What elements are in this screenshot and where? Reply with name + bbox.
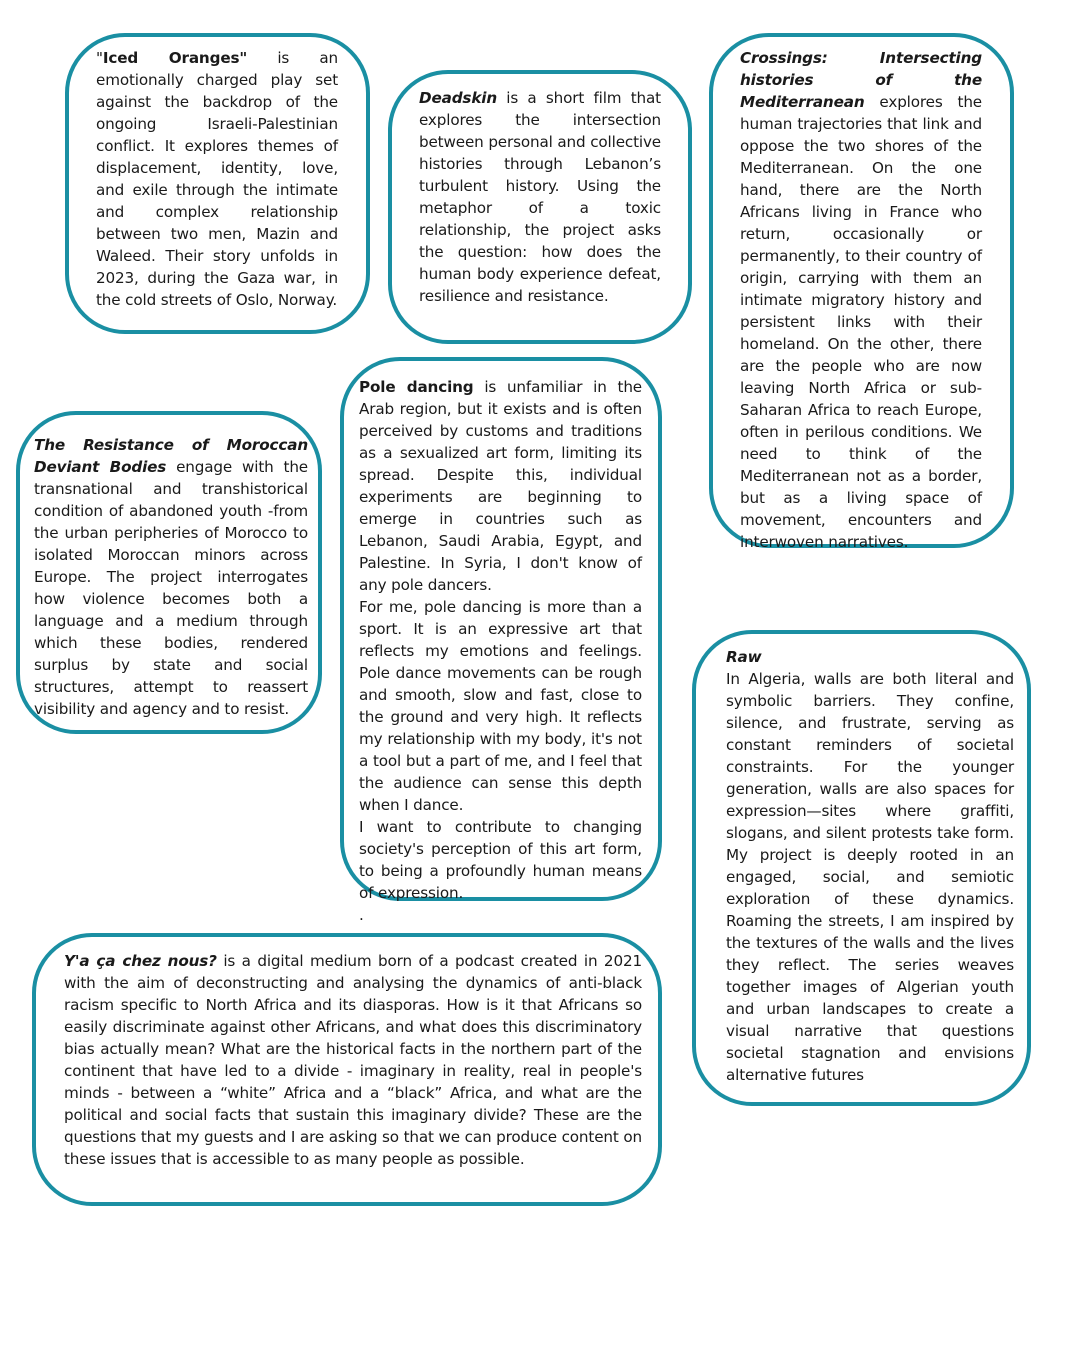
ya-ca-chez-nous-body: is a digital medium born of a podcast created in 2021 with the aim of deconstructing and analysing the dynamics of anti-black racism specific to North Africa and its diasporas. How is it that Africans so easily discriminate against other Africans, and what does this discriminatory bias actually mean? What are the historical facts in the northern part of the continent that have led to a divide - imaginary in reality, real in people's minds - between a “white” Africa and a “black” Africa, and what are the political and social facts that sustain this imaginary divide? These are the questions that my guests and I are asking so that we can produce content on these issues that is accessible to as many people as possible. <box>64 952 642 1168</box>
deadskin-title: Deadskin <box>419 89 497 107</box>
resistance-body: engage with the transnational and transhistorical condition of abandoned youth -from the urban peripheries of Morocco to isolated Moroccan minors across Europe. The project interrogates how violence becomes both a language and a medium through which these bodies, rendered surplus by state and social structures, attempt to reassert visibility and agency and to resist. <box>34 458 308 718</box>
iced-oranges-title: Iced Oranges" <box>102 49 248 67</box>
iced-oranges-text <box>96 47 338 311</box>
pole-dancing-title: Pole dancing <box>359 378 474 396</box>
ya-ca-chez-nous-text <box>64 950 642 1170</box>
raw-body: In Algeria, walls are both literal and symbolic barriers. They confine, silence, and frustrate, serving as constant reminders of societal constraints. For the younger generation, walls are also spaces for expression—sites where graffiti, slogans, and silent protests take form. My project is deeply rooted in an engaged, social, and semiotic exploration of these dynamics. Roaming the streets, I am inspired by the textures of the walls and the lives they reflect. The series weaves together images of Algerian youth and urban landscapes to create a visual narrative that questions societal stagnation and envisions alternative futures <box>726 670 1014 1084</box>
pole-dancing-text <box>359 376 642 926</box>
ya-ca-chez-nous-title: Y'a ça chez nous? <box>64 952 217 970</box>
iced-oranges-open-quote: " <box>96 49 103 67</box>
pole-dancing-body-2: For me, pole dancing is more than a sport. It is an expressive art that reflects my emotions and feelings. Pole dance movements can be rough and smooth, slow and fast, close to the ground and very high. It reflects my relationship with my body, it's not a tool but a part of me, and I feel that the audience can sense this depth when I dance. <box>359 598 642 814</box>
resistance-title: The Resistance of Moroccan Deviant Bodies <box>34 436 308 476</box>
iced-oranges-body: is an emotionally charged play set against the backdrop of the ongoing Israeli-Palestinian conflict. It explores themes of displacement, identity, love, and exile through the intimate and complex relationship between two men, Mazin and Waleed. Their story unfolds in 2023, during the Gaza war, in the cold streets of Oslo, Norway. <box>96 49 338 309</box>
crossings-title: Crossings: Intersecting histories of the Mediterranean <box>740 49 982 111</box>
raw-title: Raw <box>726 648 762 666</box>
deadskin-body: is a short film that explores the intersection between personal and collective histories through Lebanon’s turbulent history. Using the metaphor of a toxic relationship, the project asks the question: how does the human body experience defeat, resilience and resistance. <box>419 89 661 305</box>
deadskin-text <box>419 87 661 307</box>
pole-dancing-trailing: . <box>359 906 364 924</box>
pole-dancing-body-3: I want to contribute to changing society's perception of this art form, to being a profoundly human means of expression. <box>359 818 642 902</box>
resistance-text <box>34 434 308 720</box>
crossings-text <box>740 47 982 553</box>
raw-text <box>726 646 1014 1086</box>
pole-dancing-body-1: is unfamiliar in the Arab region, but it exists and is often perceived by customs and traditions as a sexualized art form, limiting its spread. Despite this, individual experiments are beginning to emerge in countries such as Lebanon, Saudi Arabia, Egypt, and Palestine. In Syria, I don't know of any pole dancers. <box>359 378 642 594</box>
crossings-body: explores the human trajectories that link and oppose the two shores of the Mediterranean. On the one hand, there are the North Africans living in France who return, occasionally or permanently, to their country of origin, carrying with them an intimate migratory history and persistent links with their homeland. On the other, there are the people who are now leaving North Africa or sub-Saharan Africa to reach Europe, often in perilous conditions. We need to think of the Mediterranean not as a border, but as a living space of movement, encounters and interwoven narratives. <box>740 93 982 551</box>
